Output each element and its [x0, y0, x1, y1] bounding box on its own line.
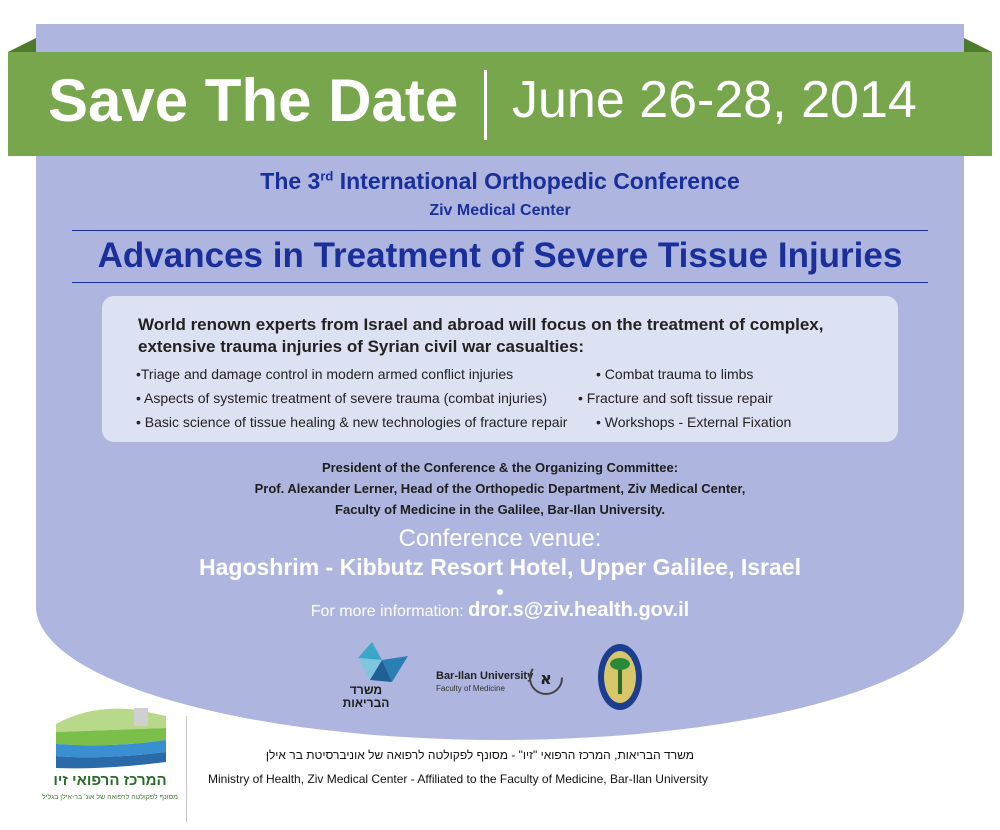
- divider-top: [72, 230, 928, 231]
- topic-bullet: • Basic science of tissue healing & new technologies of fracture repair: [136, 414, 568, 430]
- contact-email-link[interactable]: dror.s@ziv.health.gov.il: [468, 599, 690, 621]
- topic-bullet: • Combat trauma to limbs: [596, 366, 754, 382]
- topic-bullet: •Triage and damage control in modern armed conflict injuries: [136, 366, 514, 382]
- president-line3: Faculty of Medicine in the Galilee, Bar-Ilan University.: [335, 502, 665, 517]
- ziv-medical-center-logo-icon: [52, 698, 170, 772]
- conference-title-prefix: The 3: [260, 168, 321, 194]
- banner-title: Save The Date: [48, 67, 459, 134]
- footer-divider: [186, 716, 187, 822]
- banner-fold-right: [964, 38, 992, 52]
- ministry-of-health-logo-icon: [352, 640, 414, 686]
- moh-line1: משרד: [349, 683, 383, 697]
- contact-label: For more information:: [310, 603, 469, 620]
- topic-bullet: • Workshops - External Fixation: [596, 414, 792, 430]
- bar-ilan-name: Bar-Ilan University: [436, 670, 534, 682]
- ziv-emblem-icon: [596, 642, 644, 712]
- bar-ilan-emblem-icon: [528, 660, 564, 696]
- venue-label: Conference venue:: [398, 525, 602, 552]
- footer-hebrew: משרד הבריאות, המרכז הרפואי "זיו" - מסונף לפקולטה לרפואה של אוניברסיטת בר אילן: [265, 748, 694, 762]
- medical-center-name: Ziv Medical Center: [429, 202, 571, 219]
- topics-intro-line1: World renown experts from Israel and abroad will focus on the treatment of complex,: [138, 315, 824, 334]
- topic-bullet: • Aspects of systemic treatment of severe trauma (combat injuries): [136, 390, 548, 406]
- topics-intro: [138, 314, 868, 358]
- footer-english: Ministry of Health, Ziv Medical Center - Affiliated to the Faculty of Medicine, Bar-Ilan University: [208, 772, 708, 786]
- ziv-medical-center-subtitle: מסונף לפקולטה לרפואה של אונ' בר-אילן בגליל: [42, 794, 178, 801]
- conference-headline: Advances in Treatment of Severe Tissue Injuries: [97, 236, 903, 275]
- bullet-dot: [497, 589, 503, 595]
- conference-title: [0, 168, 1000, 195]
- venue-name: Hagoshrim - Kibbutz Resort Hotel, Upper Galilee, Israel: [199, 554, 801, 580]
- topic-bullet: • Fracture and soft tissue repair: [578, 390, 773, 406]
- banner-date: June 26-28, 2014: [512, 71, 917, 129]
- president-info: [0, 457, 1000, 520]
- bar-ilan-faculty: Faculty of Medicine: [436, 684, 505, 693]
- president-line1: President of the Conference & the Organizing Committee:: [321, 460, 679, 475]
- banner-fold-left: [8, 38, 36, 52]
- topics-intro-line2: extensive trauma injuries of Syrian civil war casualties:: [138, 337, 584, 356]
- contact-info: [0, 599, 1000, 622]
- president-line2: Prof. Alexander Lerner, Head of the Orthopedic Department, Ziv Medical Center,: [254, 481, 746, 496]
- ministry-of-health-name: [334, 684, 398, 710]
- banner-separator: [484, 70, 487, 140]
- conference-title-suffix: International Orthopedic Conference: [333, 168, 740, 194]
- divider-bottom: [72, 282, 928, 283]
- moh-line2: הבריאות: [342, 696, 390, 710]
- ziv-medical-center-name: המרכז הרפואי זיו: [53, 772, 167, 789]
- svg-text:א: א: [540, 669, 552, 688]
- conference-title-ordinal: rd: [320, 168, 334, 184]
